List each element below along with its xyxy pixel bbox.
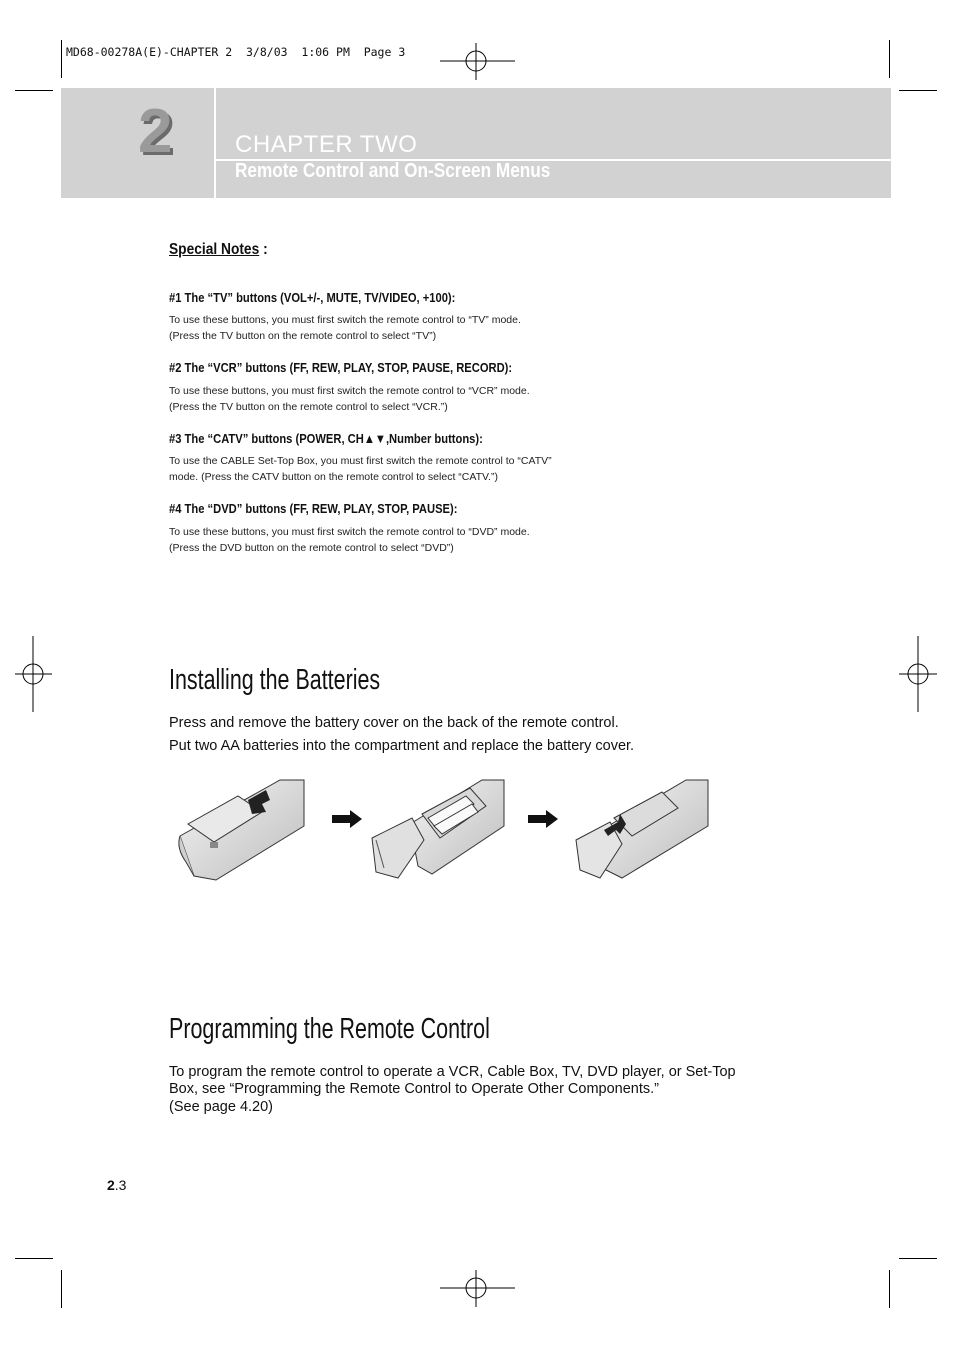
arrow-right-icon xyxy=(528,810,558,828)
remote-cover-replace-illustration xyxy=(574,778,710,882)
programming-text: (See page 4.20) xyxy=(169,1099,273,1115)
note-heading: #2 The “VCR” buttons (FF, REW, PLAY, STOP, PAUSE, RECORD): xyxy=(169,360,513,375)
page-number: 2.3 xyxy=(107,1177,127,1193)
printer-slug: MD68-00278A(E)-CHAPTER 2 3/8/03 1:06 PM Page 3 xyxy=(66,45,406,59)
note-text: To use these buttons, you must first switch the remote control to “DVD” mode. xyxy=(169,526,530,538)
note-text: (Press the TV button on the remote control to select “TV”) xyxy=(169,330,437,342)
programming-text: Box, see “Programming the Remote Control to Operate Other Components.” xyxy=(169,1081,659,1097)
note-heading: #1 The “TV” buttons (VOL+/-, MUTE, TV/VIDEO, +100): xyxy=(169,290,456,305)
note-text: To use these buttons, you must first switch the remote control to “TV” mode. xyxy=(169,314,521,326)
banner-vertical-divider xyxy=(214,88,216,198)
chapter-subtitle: Remote Control and On-Screen Menus xyxy=(235,160,551,182)
batteries-title: Installing the Batteries xyxy=(169,664,381,696)
note-text: mode. (Press the CATV button on the remote control to select “CATV.”) xyxy=(169,471,498,483)
remote-cover-closed-illustration xyxy=(170,778,306,882)
note-heading: #4 The “DVD” buttons (FF, REW, PLAY, STOP, PAUSE): xyxy=(169,501,458,516)
chapter-label: CHAPTER TWO xyxy=(235,131,418,158)
note-text: To use these buttons, you must first switch the remote control to “VCR” mode. xyxy=(169,385,530,397)
programming-text: To program the remote control to operate a VCR, Cable Box, TV, DVD player, or Set-Top xyxy=(169,1064,736,1080)
programming-title: Programming the Remote Control xyxy=(169,1013,490,1045)
batteries-text: Press and remove the battery cover on the back of the remote control. xyxy=(169,715,619,731)
note-heading: #3 The “CATV” buttons (POWER, CH▲▼,Number buttons): xyxy=(169,431,483,446)
remote-open-compartment-illustration xyxy=(370,778,506,882)
note-text: (Press the TV button on the remote control to select “VCR.”) xyxy=(169,401,448,413)
chapter-number: 2 xyxy=(138,97,173,166)
note-text: To use the CABLE Set-Top Box, you must first switch the remote control to “CATV” xyxy=(169,455,552,467)
arrow-right-icon xyxy=(332,810,362,828)
note-text: (Press the DVD button on the remote control to select “DVD”) xyxy=(169,542,454,554)
batteries-text: Put two AA batteries into the compartment and replace the battery cover. xyxy=(169,738,635,754)
special-notes-title: Special Notes : xyxy=(169,241,268,258)
